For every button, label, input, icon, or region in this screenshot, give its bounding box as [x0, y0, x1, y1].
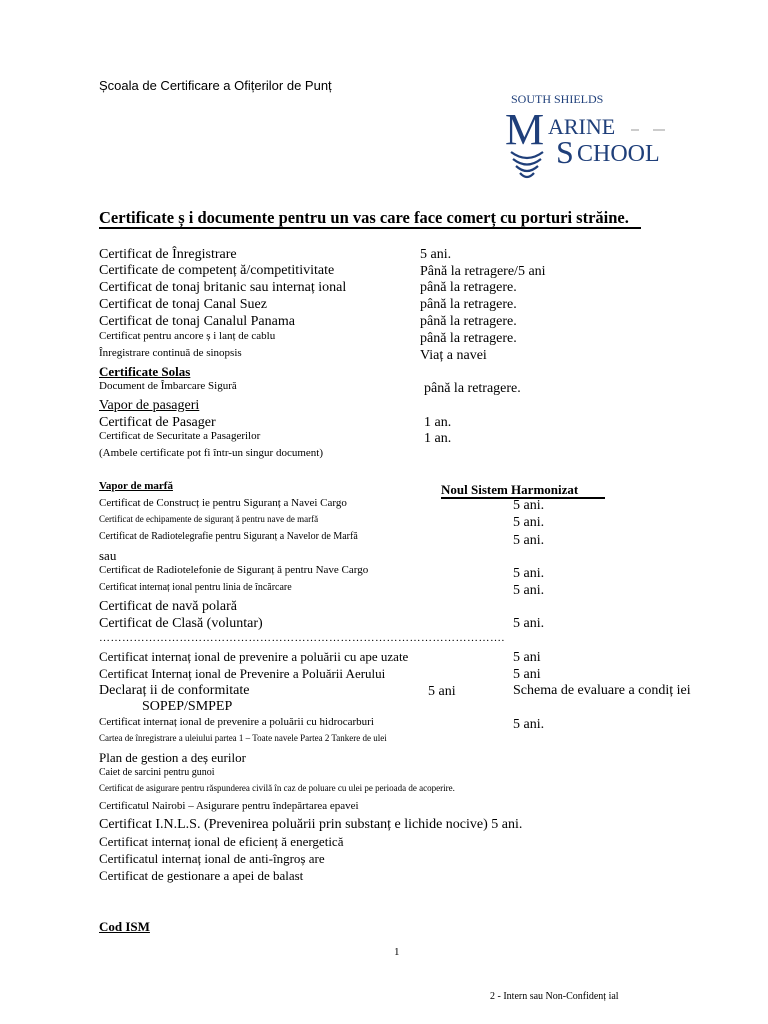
logo-top-text: SOUTH SHIELDS — [511, 92, 604, 106]
logo-chool: CHOOL — [577, 141, 660, 167]
row-value: Viaț a navei — [420, 348, 487, 363]
row-label: Certificat de Radiotelefonie de Siguranț ă pentru Nave Cargo — [99, 564, 369, 576]
row-label: Certificat de navă polară — [99, 599, 237, 614]
row-value: 5 ani. — [513, 583, 545, 598]
row-label: Declaraț ii de conformitate — [99, 683, 250, 698]
row-label: Certificat Internaț ional de Prevenire a Poluării Aerului — [99, 666, 386, 681]
row-label: Înregistrare continuă de sinopsis — [99, 347, 242, 359]
row-label: Certificat internaț ional de prevenire a poluării cu ape uzate — [99, 649, 409, 664]
row-value: 5 ani. — [513, 566, 545, 581]
row-label: Certificat I.N.L.S. (Prevenirea poluării prin substanț e lichide nocive) 5 ani. — [99, 817, 523, 832]
row-value: până la retragere. — [420, 280, 517, 295]
section-heading-passenger: Vapor de pasageri — [99, 398, 200, 413]
section-heading-solas: Certificate Solas — [99, 364, 191, 379]
row-label: Certificat de echipamente de siguranț ă pentru nave de marfă — [99, 514, 319, 524]
row-value: 5 ani. — [513, 717, 545, 732]
row-value: Schema de evaluare a condiț iei — [513, 683, 691, 698]
classification-label: 2 - Intern sau Non-Confidenț ial — [490, 991, 619, 1002]
title-underline — [99, 227, 641, 229]
row-label: Certificat de Radiotelegrafie pentru Siguranț a Navelor de Marfă — [99, 531, 358, 542]
page-number: 1 — [394, 946, 400, 958]
ship-waves-icon — [507, 148, 547, 184]
section-heading-harmonized: Noul Sistem Harmonizat — [441, 482, 579, 497]
row-label: Cartea de înregistrare a uleiului partea 1 – Toate navele Partea 2 Tankere de ulei — [99, 733, 387, 743]
row-value: 5 ani — [513, 667, 541, 682]
row-value: 1 an. — [424, 431, 452, 446]
row-label: Certificat de Construcț ie pentru Siguranț a Navei Cargo — [99, 497, 347, 509]
row-value: 1 an. — [424, 415, 452, 430]
logo-letter-s: S — [556, 134, 574, 170]
logo-rule-icon — [631, 128, 665, 132]
row-label: Certificat de tonaj britanic sau internaț ional — [99, 280, 347, 295]
logo-letter-m: M — [505, 105, 545, 154]
row-label: Certificat internaț ional de prevenire a poluării cu hidrocarburi — [99, 716, 374, 728]
row-value: 5 ani — [513, 650, 541, 665]
row-sublabel: SOPEP/SMPEP — [142, 699, 233, 714]
row-value: până la retragere. — [420, 331, 517, 346]
row-label: Certificat internaț ional pentru linia de încărcare — [99, 582, 292, 593]
row-value: 5 ani. — [420, 247, 452, 262]
row-label: Certificatul Nairobi – Asigurare pentru îndepărtarea epavei — [99, 800, 359, 812]
row-label: Document de Îmbarcare Sigură — [99, 380, 237, 392]
row-label: Certificat de gestionare a apei de balast — [99, 868, 304, 883]
row-value: 5 ani. — [513, 498, 545, 513]
row-label: Certificat de Clasă (voluntar) — [99, 616, 263, 631]
row-label: Certificat pentru ancore ș i lanț de cablu — [99, 330, 276, 342]
section-heading-cargo: Vapor de marfă — [99, 480, 173, 492]
row-label: Certificat de Securitate a Pasagerilor — [99, 430, 261, 442]
note-text: (Ambele certificate pot fi într-un singur document) — [99, 447, 323, 459]
row-label: Certificatul internaț ional de anti-îngroș are — [99, 851, 325, 866]
row-label: Certificat de tonaj Canal Suez — [99, 297, 267, 312]
logo-arine: ARINE — [548, 114, 616, 139]
row-label: Certificate de competenț ă/competitivitate — [99, 263, 335, 278]
row-value: Până la retragere/5 ani — [420, 264, 546, 279]
row-label: Certificat de asigurare pentru răspunderea civilă în caz de poluare cu ulei pe perioada de acoperire. — [99, 783, 455, 793]
row-label: Certificat de Înregistrare — [99, 247, 237, 262]
row-label: Plan de gestion a deș eurilor — [99, 750, 246, 765]
page-title: Certificate ș i documente pentru un vas care face comerț cu porturi străine. — [99, 208, 629, 227]
row-label: Caiet de sarcini pentru gunoi — [99, 767, 215, 778]
section-heading-ism: Cod ISM — [99, 919, 150, 934]
row-value: 5 ani. — [513, 533, 545, 548]
row-label: Certificat de Pasager — [99, 415, 216, 430]
row-value: până la retragere. — [420, 297, 517, 312]
row-value: 5 ani. — [513, 616, 545, 631]
row-value: până la retragere. — [424, 381, 521, 396]
or-text: sau — [99, 548, 117, 563]
school-name: Școala de Certificare a Ofițerilor de Punț — [99, 78, 332, 93]
row-value: 5 ani. — [513, 515, 545, 530]
row-label: Certificat de tonaj Canalul Panama — [99, 314, 295, 329]
dotted-separator: ……………………………………………………………………………………………. — [99, 632, 505, 644]
row-mid-value: 5 ani — [428, 684, 456, 699]
row-value: până la retragere. — [420, 314, 517, 329]
row-label: Certificat internaț ional de eficienț ă energetică — [99, 834, 344, 849]
